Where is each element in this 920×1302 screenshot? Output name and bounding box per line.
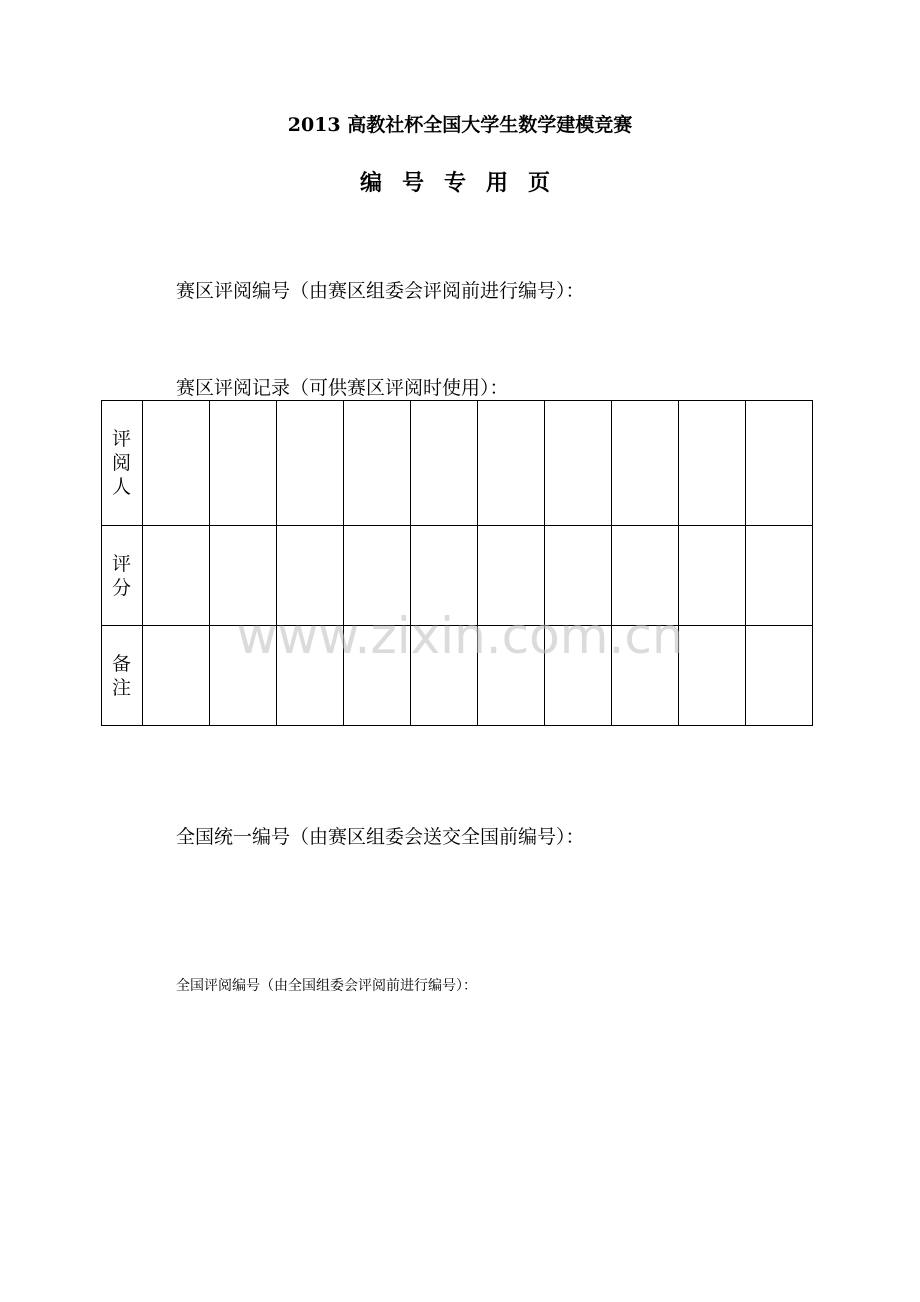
table-row xyxy=(102,626,813,726)
record-cell[interactable] xyxy=(277,526,344,626)
page-subtitle: 编号专用页 xyxy=(359,170,570,196)
record-cell[interactable] xyxy=(277,626,344,726)
record-cell[interactable] xyxy=(411,626,478,726)
record-cell[interactable] xyxy=(478,526,545,626)
record-cell[interactable] xyxy=(612,401,679,526)
row-header-label: 评分 xyxy=(112,552,132,599)
record-cell[interactable] xyxy=(478,401,545,526)
record-cell[interactable] xyxy=(545,401,612,526)
record-cell[interactable] xyxy=(746,401,813,526)
table-row xyxy=(102,401,813,526)
regional-review-record-label: 赛区评阅记录（可供赛区评阅时使用）： xyxy=(176,377,509,399)
national-review-number-label: 全国评阅编号（由全国组委会评阅前进行编号）： xyxy=(176,978,477,994)
record-cell[interactable] xyxy=(344,626,411,726)
record-cell[interactable] xyxy=(746,626,813,726)
record-cell[interactable] xyxy=(344,401,411,526)
page-title: 2013 高教社杯全国大学生数学建模竞赛 xyxy=(287,114,633,136)
record-cell[interactable] xyxy=(143,626,210,726)
record-cell[interactable] xyxy=(143,401,210,526)
record-cell[interactable] xyxy=(344,526,411,626)
row-header-cell xyxy=(102,401,143,526)
record-cell[interactable] xyxy=(210,401,277,526)
row-header-label: 备注 xyxy=(112,652,132,699)
record-cell[interactable] xyxy=(679,401,746,526)
row-header-cell xyxy=(102,526,143,626)
row-header-cell xyxy=(102,626,143,726)
regional-review-number-label: 赛区评阅编号（由赛区组委会评阅前进行编号）： xyxy=(176,280,585,302)
watermark: www.zixin.com.cn xyxy=(236,607,684,665)
record-cell[interactable] xyxy=(612,626,679,726)
table-row xyxy=(102,526,813,626)
review-record-table xyxy=(101,400,813,726)
record-cell[interactable] xyxy=(478,626,545,726)
record-cell[interactable] xyxy=(277,401,344,526)
record-cell[interactable] xyxy=(411,401,478,526)
record-cell[interactable] xyxy=(679,526,746,626)
record-cell[interactable] xyxy=(612,526,679,626)
national-unified-number-label: 全国统一编号（由赛区组委会送交全国前编号）： xyxy=(176,826,585,848)
record-cell[interactable] xyxy=(210,526,277,626)
record-cell[interactable] xyxy=(545,626,612,726)
record-cell[interactable] xyxy=(545,526,612,626)
record-cell[interactable] xyxy=(210,626,277,726)
record-cell[interactable] xyxy=(143,526,210,626)
record-cell[interactable] xyxy=(411,526,478,626)
record-cell[interactable] xyxy=(746,526,813,626)
record-cell[interactable] xyxy=(679,626,746,726)
row-header-label: 评阅人 xyxy=(112,428,132,498)
